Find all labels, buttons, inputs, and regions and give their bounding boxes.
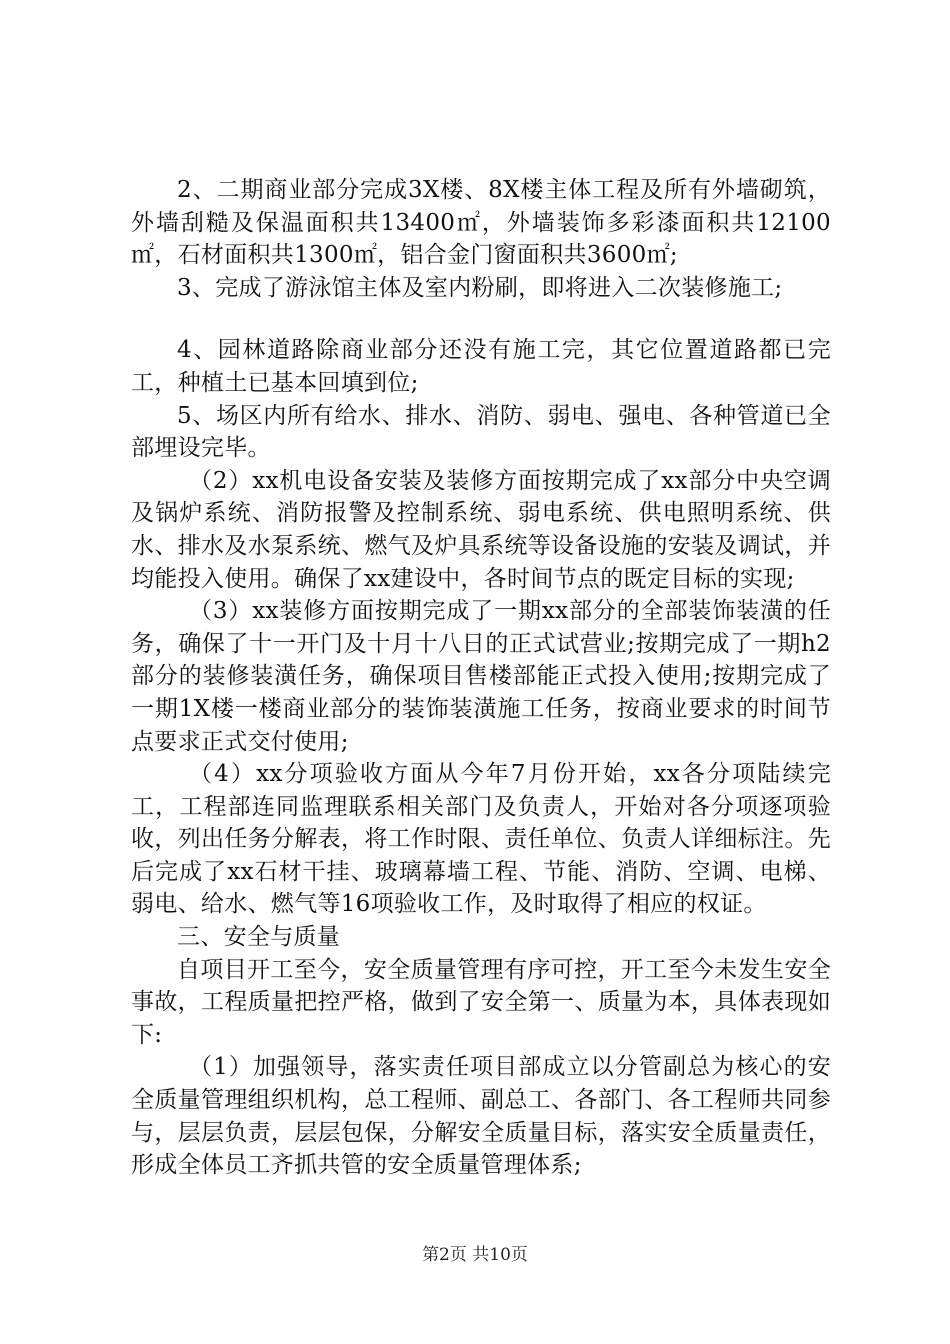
paragraph-item-4: 4、园林道路除商业部分还没有施工完，其它位置道路都已完工，种植土已基本回填到位; — [131, 337, 831, 396]
page-number-footer: 第2页 共10页 — [422, 1245, 528, 1265]
paragraph-section-4: （4）xx分项验收方面从今年7月份开始，xx各分项陆续完工，工程部连同监理联系相关部门及负责人，开始对各分项逐项验收，列出任务分解表，将工作时限、责任单位、负责人详细标注。先后完成了xx石材干挂、玻璃幕墙工程、节能、消防、空调、电梯、弱电、给水、燃气等16项验收工作，及时取得了相应的权证。 — [131, 761, 831, 918]
paragraph-safety-intro: 自项目开工至今，安全质量管理有序可控，开工至今未发生安全事故，工程质量把控严格，做到了安全第一、质量为本，具体表现如下: — [131, 956, 831, 1048]
paragraph-section-3: （3）xx装修方面按期完成了一期xx部分的全部装饰装潢的任务，确保了十一开门及十月十八日的正式试营业;按期完成了一期h2部分的装修装潢任务，确保项目售楼部能正式投入使用;按期完成了一期1X楼一楼商业部分的装饰装潢施工任务，按商业要求的时间节点要求正式交付使用; — [131, 598, 831, 755]
document-body — [131, 174, 831, 1182]
paragraph-item-3: 3、完成了游泳馆主体及室内粉刷，即将进入二次装修施工; — [177, 274, 783, 301]
paragraph-section-2: （2）xx机电设备安装及装修方面按期完成了xx部分中央空调及锅炉系统、消防报警及控制系统、弱电系统、供电照明系统、供水、排水及水泵系统、燃气及炉具系统等设备设施的安装及调试，并均能投入使用。确保了xx建设中，各时间节点的既定目标的实现; — [131, 467, 831, 592]
paragraph-item-2: 2、二期商业部分完成3X楼、8X楼主体工程及所有外墙砌筑，外墙刮糙及保温面积共13400㎡，外墙装饰多彩漆面积共12100㎡，石材面积共1300㎡，铝合金门窗面积共3600㎡; — [131, 177, 831, 269]
section-heading-safety-quality: 三、安全与质量 — [177, 924, 341, 951]
paragraph-item-5: 5、场区内所有给水、排水、消防、弱电、强电、各种管道已全部埋设完毕。 — [131, 402, 831, 462]
paragraph-safety-item-1: （1）加强领导，落实责任项目部成立以分管副总为核心的安全质量管理组织机构，总工程师、副总工、各部门、各工程师共同参与，层层负责，层层包保，分解安全质量目标，落实安全质量责任，形成全体员工齐抓共管的安全质量管理体系; — [131, 1054, 831, 1179]
